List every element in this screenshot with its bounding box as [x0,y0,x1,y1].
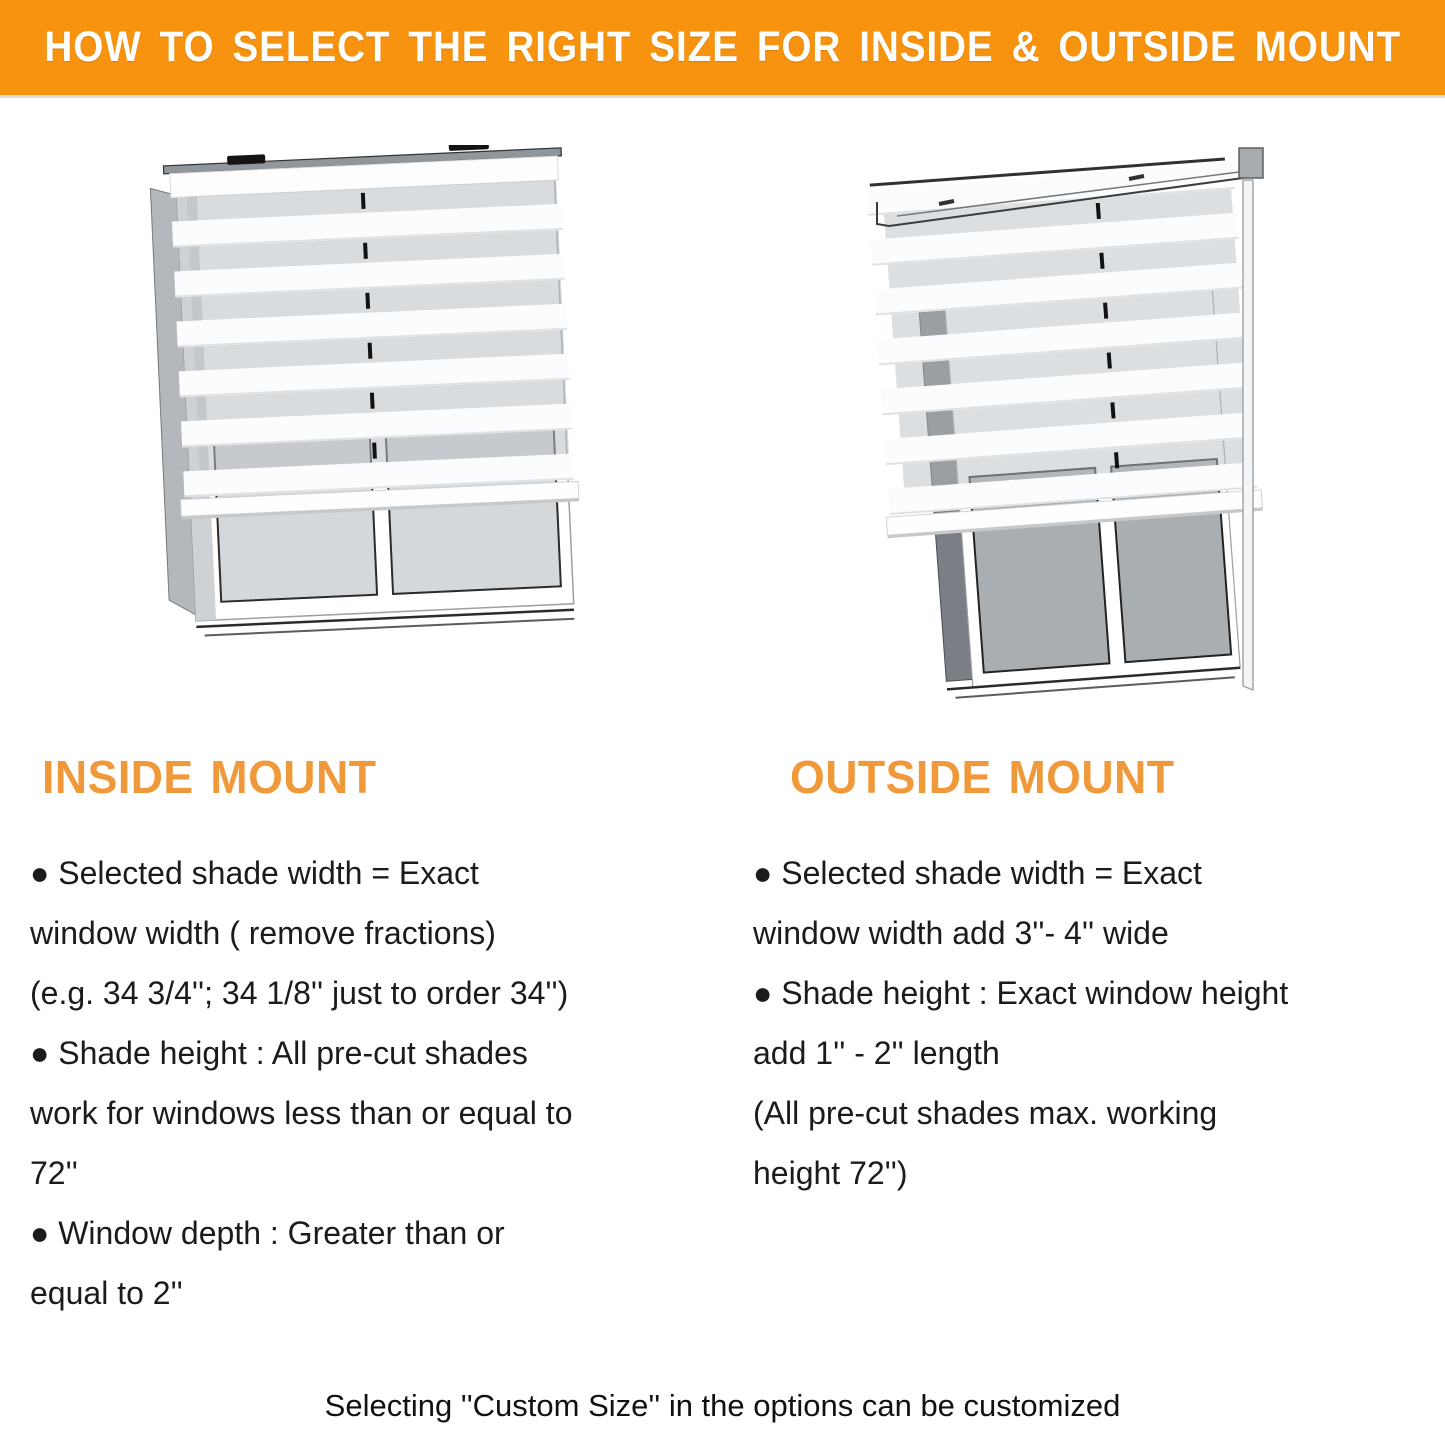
outside-mount-heading: OUTSIDE MOUNT [790,751,1175,803]
text-line: add 1'' - 2'' length [753,1035,1000,1071]
text-line: equal to 2'' [30,1275,183,1311]
text-line: window width add 3''- 4'' wide [753,915,1169,951]
mounting-bracket [227,154,265,165]
outside-mount-instructions [753,843,1445,1203]
text-line: ● Shade height : All pre-cut shades [30,1035,528,1071]
end-cap-bracket [1239,148,1263,178]
text-line: ● Window depth : Greater than or [30,1215,505,1251]
text-line: window width ( remove fractions) [30,915,496,951]
inside-mount-heading: INSIDE MOUNT [42,751,377,803]
outside-mount-window-illustration [865,140,1280,710]
inside-mount-window-svg [150,145,580,665]
text-line: ● Shade height : Exact window height [753,975,1289,1011]
text-line: (e.g. 34 3/4''; 34 1/8'' just to order 34'') [30,975,569,1011]
text-line: 72'' [30,1155,78,1191]
outside-mount-window-svg [865,140,1280,710]
header-banner [0,0,1445,98]
zebra-shade-stripes [866,157,1257,515]
page-title: HOW TO SELECT THE RIGHT SIZE FOR INSIDE & OUTSIDE MOUNT [44,23,1401,71]
text-line: work for windows less than or equal to [30,1095,573,1131]
inside-mount-instructions [30,843,720,1323]
mounting-bracket [449,145,489,151]
shade-side-channel [1243,180,1253,690]
custom-size-note: Selecting ''Custom Size'' in the options can be customized [324,1388,1121,1423]
text-line: ● Selected shade width = Exact [753,855,1202,891]
text-line: ● Selected shade width = Exact [30,855,479,891]
inside-mount-window-illustration [150,145,580,665]
zebra-shade-stripes [171,180,574,497]
text-line: (All pre-cut shades max. working [753,1095,1218,1131]
text-line: height 72'') [753,1155,908,1191]
